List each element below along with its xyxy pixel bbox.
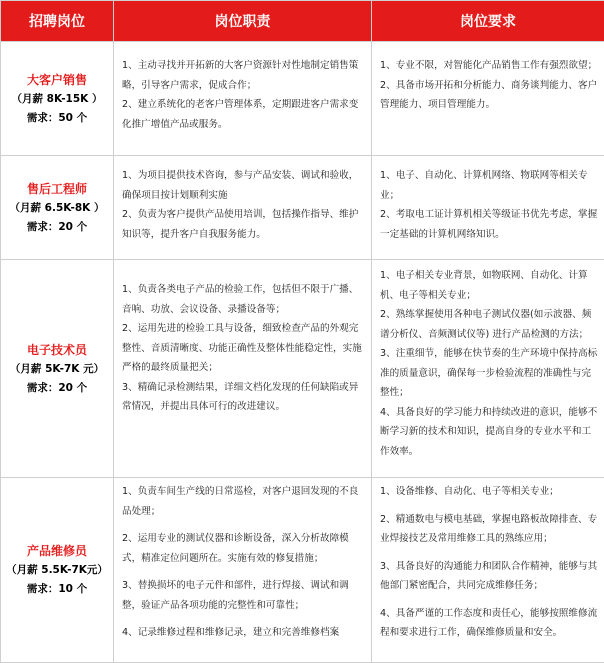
position-salary: （月薪 5.5K-7K元）	[1, 561, 113, 580]
requirement-item: 2、熟练掌握使用各种电子测试仪器(如示波器、频谱分析仪、音频测试仪等) 进行产品检测的方法；	[380, 305, 600, 344]
position-title: 售后工程师	[1, 179, 113, 199]
requirement-item: 2、具备市场开拓和分析能力、商务谈判能力、客户管理能力、项目管理能力。	[380, 76, 600, 115]
requirement-item: 4、具备严谨的工作态度和责任心，能够按照维修流程和要求进行工作，确保维修质量和安全。	[380, 604, 600, 643]
position-salary: （月薪 6.5K-8K ）	[1, 199, 113, 218]
position-salary: （月薪 8K-15K ）	[1, 90, 113, 109]
duty-item: 2、负责为客户提供产品使用培训，包括操作指导、维护知识等，提升客户自我服务能力。	[122, 205, 367, 244]
position-count: 需求：20 个	[1, 218, 113, 237]
table-header-row	[1, 1, 604, 42]
position-title: 产品维修员	[1, 541, 113, 561]
position-count: 需求：50 个	[1, 109, 113, 128]
duty-item: 1、为项目提供技术咨询，参与产品安装、调试和验收，确保项目按计划顺利实施	[122, 166, 367, 205]
position-count: 需求：10 个	[1, 580, 113, 599]
duties-cell	[114, 156, 372, 260]
position-salary: （月薪 5K-7K 元）	[1, 360, 113, 379]
table-row	[1, 478, 604, 663]
duty-item: 2、运用先进的检验工具与设备，细致检查产品的外观完整性、音质清晰度、功能正确性及整体性能稳定性，实施严格的最终质量把关；	[122, 319, 367, 378]
duty-item: 4、记录维修过程和维修记录，建立和完善维修档案	[122, 623, 367, 643]
requirements-cell	[372, 260, 604, 478]
position-cell	[1, 42, 114, 156]
requirement-item: 2、考取电工证计算机相关等级证书优先考虑，掌握一定基础的计算机网络知识。	[380, 205, 600, 244]
duty-item: 3、精确记录检测结果，详细文档化发现的任何缺陷或异常情况，并提出具体可行的改进建议。	[122, 378, 367, 417]
position-title: 电子技术员	[1, 340, 113, 360]
duty-item: 2、运用专业的测试仪器和诊断设备，深入分析故障模式，精准定位问题所在。实施有效的修复措施；	[122, 529, 367, 568]
requirement-item: 3、注重细节，能够在快节奏的生产环境中保持高标准的质量意识，确保每一步检验流程的准确性与完整性；	[380, 344, 600, 403]
duties-cell	[114, 478, 372, 663]
requirements-cell	[372, 156, 604, 260]
position-cell	[1, 156, 114, 260]
requirement-item: 1、电子相关专业背景，如物联网、自动化、计算机、电子等相关专业；	[380, 266, 600, 305]
table-row	[1, 42, 604, 156]
requirement-item: 2、精通数电与模电基础，掌握电路板故障排查、专业焊接技艺及常用维修工具的熟练应用；	[380, 510, 600, 549]
table-row	[1, 260, 604, 478]
duty-item: 3、替换损坏的电子元件和部件，进行焊接、调试和调整，验证产品各项功能的完整性和可靠性；	[122, 576, 367, 615]
duties-cell	[114, 42, 372, 156]
table-row	[1, 156, 604, 260]
requirement-item: 4、具备良好的学习能力和持续改进的意识，能够不断学习新的技术和知识，提高自身的专业水平和工作效率。	[380, 403, 600, 462]
header-duties: 岗位职责	[114, 1, 372, 42]
requirement-item: 1、设备维修、自动化、电子等相关专业；	[380, 482, 600, 502]
duty-item: 1、负责车间生产线的日常巡检，对客户退回发现的不良品处理；	[122, 482, 367, 521]
requirement-item: 3、具备良好的沟通能力和团队合作精神，能够与其他部门紧密配合，共同完成维修任务；	[380, 557, 600, 596]
position-cell	[1, 478, 114, 663]
position-title: 大客户销售	[1, 70, 113, 90]
requirement-item: 1、专业不限，对智能化产品销售工作有强烈欲望；	[380, 56, 600, 76]
duty-item: 1、负责各类电子产品的检验工作，包括但不限于广播、音响、功放、会议设备、录播设备等；	[122, 280, 367, 319]
requirements-cell	[372, 478, 604, 663]
duty-item: 2、建立系统化的老客户管理体系，定期跟进客户需求变化推广增值产品或服务。	[122, 95, 367, 134]
requirements-cell	[372, 42, 604, 156]
position-cell	[1, 260, 114, 478]
header-position: 招聘岗位	[1, 1, 114, 42]
requirement-item: 1、电子、自动化、计算机网络、物联网等相关专业；	[380, 166, 600, 205]
header-requirements: 岗位要求	[372, 1, 604, 42]
duty-item: 1、主动寻找并开拓新的大客户资源针对性地制定销售策略，引导客户需求，促成合作；	[122, 56, 367, 95]
duties-cell	[114, 260, 372, 478]
position-count: 需求：20 个	[1, 379, 113, 398]
